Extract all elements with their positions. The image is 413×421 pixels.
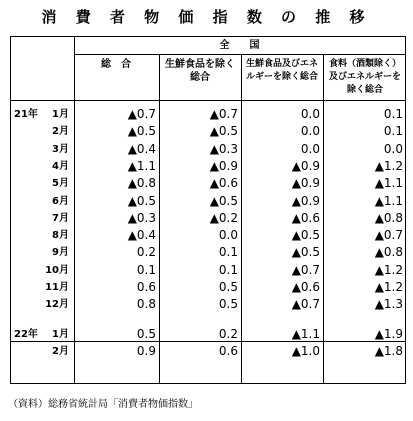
- year-label: 21年: [14, 109, 38, 120]
- value-cell: 0.2: [136, 245, 156, 260]
- column-header-core-core: 生鮮食品及びエネルギーを除く総合: [245, 59, 318, 82]
- value-cell: ▲1.0: [291, 343, 320, 358]
- value-cell: 0.6: [218, 343, 238, 358]
- value-cell: ▲0.5: [291, 245, 320, 260]
- value-cell: ▲0.7: [291, 262, 320, 277]
- value-cell: ▲1.3: [374, 297, 403, 312]
- cpi-table: [10, 36, 406, 384]
- value-cell: ▲1.8: [374, 343, 403, 358]
- month-label: 8月: [52, 230, 69, 242]
- month-label: 10月: [45, 264, 69, 276]
- column-header-core: 生鮮食品を除く総合: [165, 59, 235, 83]
- value-cell: 0.5: [136, 326, 156, 341]
- month-label: 1月: [52, 109, 69, 120]
- year-label: 22年: [14, 328, 38, 340]
- value-cell: ▲0.3: [209, 141, 238, 156]
- value-cell: ▲0.6: [291, 210, 320, 225]
- value-cell: ▲0.9: [291, 176, 320, 191]
- value-cell: ▲0.5: [127, 193, 156, 208]
- value-cell: 0.8: [136, 297, 156, 312]
- column-header-us-style-core: 食料（酒類除く）及びエネルギーを除く総合: [328, 59, 401, 95]
- month-label: 3月: [52, 143, 69, 155]
- month-label: 12月: [45, 299, 69, 311]
- value-cell: 0.0: [383, 141, 403, 156]
- divider: [241, 54, 242, 383]
- value-cell: ▲0.5: [127, 124, 156, 139]
- value-cell: 0.0: [300, 124, 320, 139]
- month-label: 2月: [52, 345, 69, 357]
- value-cell: 0.1: [136, 262, 156, 277]
- value-cell: ▲1.1: [374, 193, 403, 208]
- divider: [159, 54, 160, 383]
- month-label: 7月: [52, 212, 69, 224]
- value-cell: 0.2: [218, 326, 238, 341]
- column-header-total: 総 合: [101, 59, 131, 70]
- value-cell: ▲1.2: [374, 280, 403, 294]
- value-cell: ▲0.8: [374, 245, 403, 260]
- value-cell: ▲0.8: [127, 176, 156, 191]
- value-cell: ▲0.7: [209, 107, 238, 121]
- value-cell: ▲0.5: [209, 124, 238, 139]
- value-cell: 0.0: [300, 107, 320, 121]
- value-cell: ▲1.1: [291, 326, 320, 341]
- value-cell: 0.5: [218, 297, 238, 312]
- value-cell: ▲1.1: [127, 158, 156, 173]
- value-cell: ▲0.9: [209, 158, 238, 173]
- value-cell: ▲0.2: [209, 210, 238, 225]
- header-group-label: 全 国: [219, 40, 260, 51]
- source-note: （資料）総務省統計局「消費者物価指数」: [8, 399, 198, 410]
- month-label: 9月: [52, 247, 69, 259]
- month-label: 11月: [45, 282, 69, 293]
- divider: [323, 54, 324, 383]
- value-cell: 0.1: [218, 245, 238, 260]
- value-cell: 0.1: [218, 262, 238, 277]
- value-cell: ▲1.9: [374, 326, 403, 341]
- value-cell: ▲0.4: [127, 228, 156, 243]
- month-label: 2月: [52, 126, 69, 138]
- value-cell: 0.9: [136, 343, 156, 358]
- value-cell: ▲0.7: [127, 107, 156, 121]
- value-cell: 0.1: [383, 124, 403, 139]
- page-title: 消 費 者 物 価 指 数 の 推 移: [41, 8, 372, 26]
- divider: [11, 100, 405, 101]
- value-cell: 0.5: [218, 280, 238, 294]
- value-cell: ▲0.9: [291, 193, 320, 208]
- value-cell: ▲0.6: [291, 280, 320, 294]
- value-cell: ▲0.5: [209, 193, 238, 208]
- value-cell: ▲1.1: [374, 176, 403, 191]
- divider: [74, 37, 75, 383]
- month-label: 4月: [52, 160, 69, 172]
- value-cell: ▲0.7: [374, 228, 403, 243]
- value-cell: ▲0.7: [291, 297, 320, 312]
- value-cell: ▲0.8: [374, 210, 403, 225]
- value-cell: ▲0.5: [291, 228, 320, 243]
- value-cell: 0.1: [383, 107, 403, 121]
- value-cell: ▲0.3: [127, 210, 156, 225]
- month-label: 6月: [52, 195, 69, 207]
- value-cell: 0.0: [300, 141, 320, 156]
- value-cell: ▲1.2: [374, 158, 403, 173]
- value-cell: ▲0.9: [291, 158, 320, 173]
- value-cell: ▲1.2: [374, 262, 403, 277]
- month-label: 1月: [52, 328, 69, 340]
- value-cell: 0.6: [136, 280, 156, 294]
- divider: [74, 54, 405, 55]
- value-cell: ▲0.6: [209, 176, 238, 191]
- month-label: 5月: [52, 178, 69, 190]
- value-cell: ▲0.4: [127, 141, 156, 156]
- value-cell: 0.0: [218, 228, 238, 243]
